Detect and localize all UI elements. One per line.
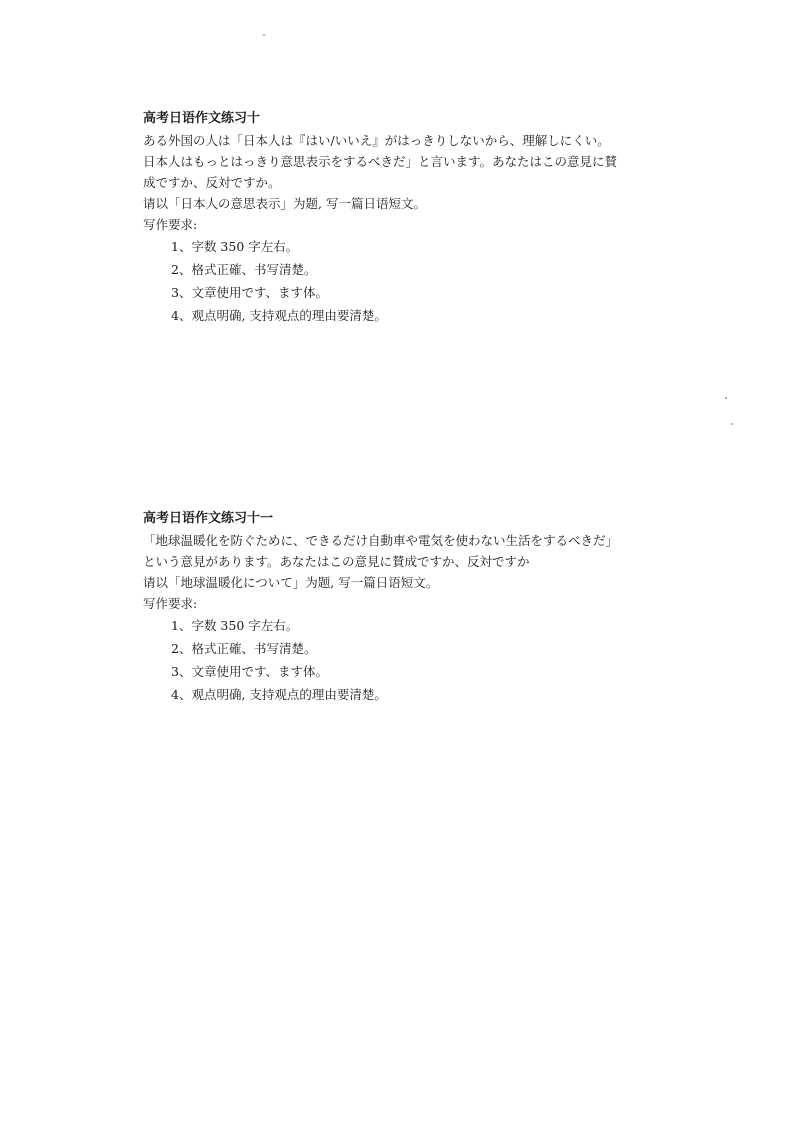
- prompt-line: 日本人はもっとはっきり意思表示をするべきだ」と言います。あなたはこの意見に賛: [143, 154, 618, 169]
- requirement-item: 3、文章使用です、ます体。: [171, 664, 328, 679]
- requirements-heading: 写作要求:: [143, 596, 198, 611]
- prompt-line: 成ですか、反対ですか。: [143, 175, 281, 190]
- scan-speck: [731, 423, 733, 425]
- requirement-item: 3、文章使用です、ます体。: [171, 285, 328, 300]
- requirement-item: 1、字数 350 字左右。: [171, 618, 299, 633]
- exercise-title: 高考日语作文练习十一: [143, 511, 274, 526]
- requirement-item: 2、格式正確、书写清楚。: [171, 262, 317, 277]
- exercise-11: [143, 508, 683, 706]
- requirement-item: 1、字数 350 字左右。: [171, 239, 299, 254]
- prompt-line: ある外国の人は「日本人は『はい/いいえ』がはっきりしないから、理解しにくい。: [143, 133, 610, 148]
- requirements-heading: 写作要求:: [143, 217, 198, 232]
- prompt-line: という意見があります。あなたはこの意見に賛成ですか、反対ですか: [143, 554, 530, 569]
- requirement-item: 4、观点明确, 支持观点的理由要清楚。: [171, 687, 387, 702]
- exercise-10: [143, 108, 683, 327]
- prompt-line: 请以「地球温暖化について」为题, 写一篇日语短文。: [143, 575, 439, 590]
- requirement-item: 4、观点明确, 支持观点的理由要清楚。: [171, 308, 387, 323]
- scan-speck: [263, 34, 265, 36]
- exercise-title: 高考日语作文练习十: [143, 111, 261, 126]
- requirement-item: 2、格式正確、书写清楚。: [171, 641, 317, 656]
- prompt-line: 请以「日本人の意思表示」为题, 写一篇日语短文。: [143, 196, 426, 211]
- prompt-line: 「地球温暖化を防ぐために、できるだけ自動車や電気を使わない生活をするべきだ」: [143, 533, 619, 548]
- scan-speck: [725, 397, 727, 399]
